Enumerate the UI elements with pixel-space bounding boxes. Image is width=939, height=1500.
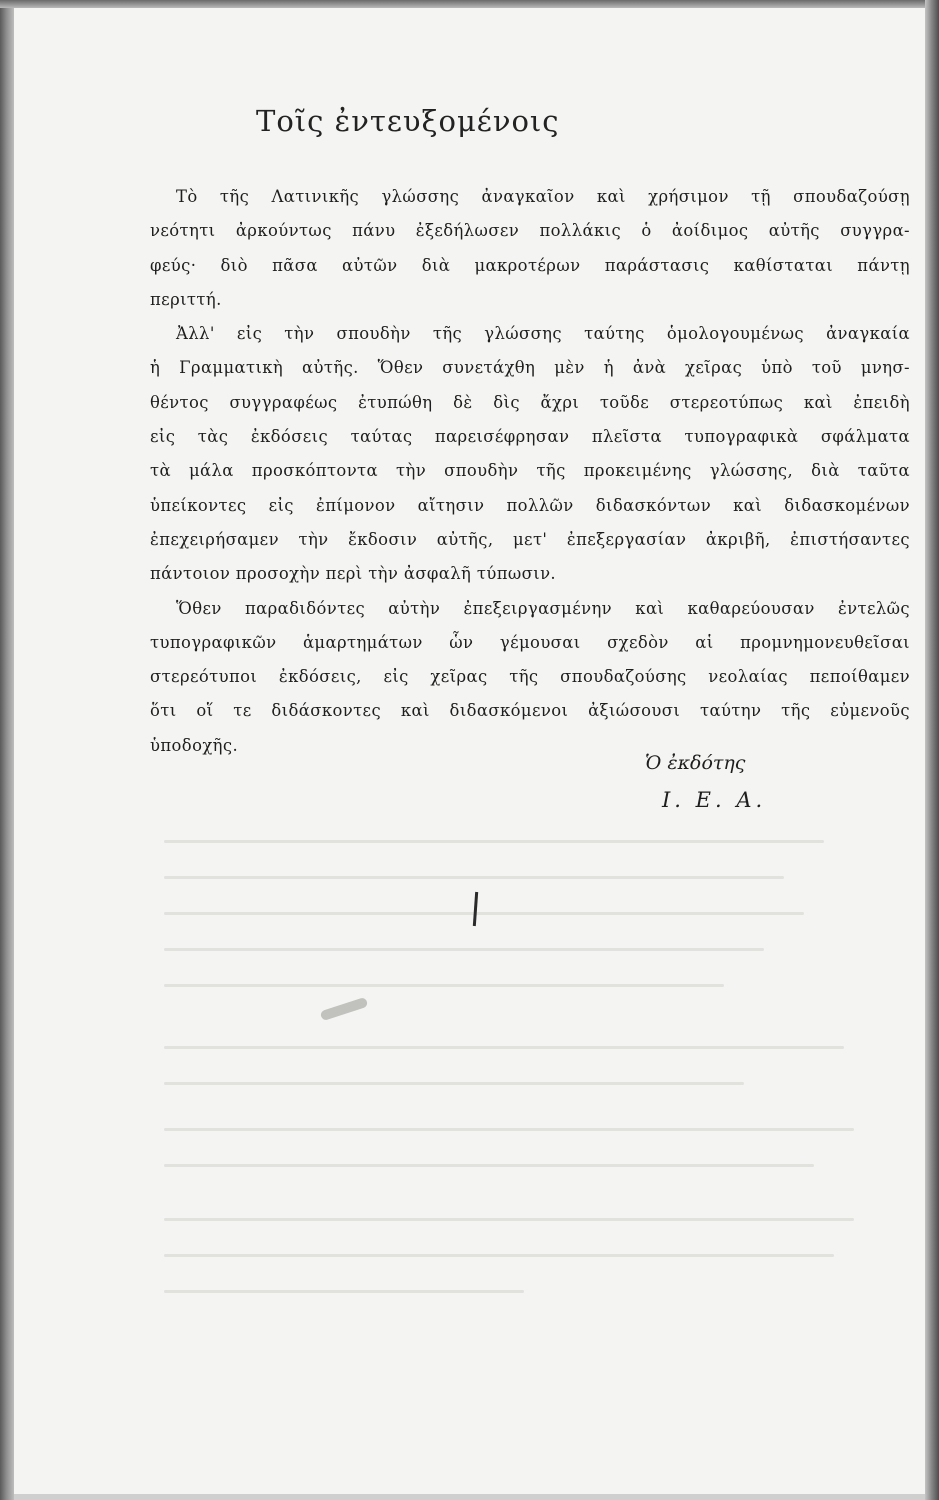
signature-initials: Ι. Ε. Α. <box>662 788 767 812</box>
bleed-through-line <box>164 1254 834 1257</box>
text-line: Τὸ τῆς Λατινικῆς γλώσσης ἀναγκαῖον καὶ χρήσιμον τῇ σπουδαζούσῃ <box>176 187 910 206</box>
text-line: ὑπείκοντες εἰς ἐπίμονον αἴτησιν πολλῶν διδασκόντων καὶ διδασκομένων <box>150 495 910 515</box>
body-text <box>150 180 910 763</box>
text-line: πάντοιον προσοχὴν περὶ τὴν ἀσφαλῆ τύπωσιν. <box>150 564 557 584</box>
pencil-mark <box>473 892 478 926</box>
paragraph-3 <box>150 592 910 763</box>
text-line: τὰ μάλα προσκόπτοντα τὴν σπουδὴν τῆς προκειμένης γλώσσης, διὰ ταῦτα <box>150 461 910 481</box>
signature-role: Ὁ ἐκδότης <box>645 752 746 774</box>
page-edge-top <box>0 0 939 8</box>
text-line: εἰς τὰς ἐκδόσεις ταύτας παρεισέφρησαν πλεῖστα τυπογραφικὰ σφάλματα <box>150 427 910 447</box>
bleed-through-line <box>164 1082 744 1085</box>
text-line: ἐπεχειρήσαμεν τὴν ἔκδοσιν αὐτῆς, μετ' ἐπεξεργασίαν ἀκριβῆ, ἐπιστήσαντες <box>150 529 910 549</box>
text-line: ὑποδοχῆς. <box>150 735 239 755</box>
bleed-through-line <box>164 1218 854 1221</box>
text-line: ὅτι οἵ τε διδάσκοντες καὶ διδασκόμενοι ἀξιώσουσι ταύτην τῆς εὐμενοῦς <box>150 701 910 721</box>
bleed-through-line <box>164 1290 524 1293</box>
paragraph-2 <box>150 317 910 591</box>
page-edge-right <box>925 0 939 1500</box>
text-line: στερεότυποι ἐκδόσεις, εἰς χεῖρας τῆς σπουδαζούσης νεολαίας πεποίθαμεν <box>150 667 910 687</box>
text-line: περιττή. <box>150 289 222 309</box>
bleed-through-line <box>164 1128 854 1131</box>
bleed-through-line <box>164 984 724 987</box>
ink-smudge <box>320 997 369 1021</box>
text-line: τυπογραφικῶν ἁμαρτημάτων ὧν γέμουσαι σχεδὸν αἱ προμνημονευθεῖσαι <box>150 632 910 652</box>
text-line: φεύς· διὸ πᾶσα αὐτῶν διὰ μακροτέρων παράστασις καθίσταται πάντῃ <box>150 255 910 275</box>
page-heading: Τοῖς ἐντευξομένοις <box>256 104 560 138</box>
text-line: ἡ Γραμματικὴ αὐτῆς. Ὅθεν συνετάχθη μὲν ἡ ἀνὰ χεῖρας ὑπὸ τοῦ μνησ- <box>150 358 910 378</box>
bleed-through-line <box>164 1046 844 1049</box>
text-line: Ἀλλ' εἰς τὴν σπουδὴν τῆς γλώσσης ταύτης ὁμολογουμένως ἀναγκαία <box>176 324 910 344</box>
bleed-through-line <box>164 948 764 951</box>
paragraph-1 <box>150 180 910 317</box>
text-line: θέντος συγγραφέως ἐτυπώθη δὲ δὶς ἄχρι τοῦδε στερεοτύπως καὶ ἐπειδὴ <box>150 392 910 412</box>
bleed-through-line <box>164 840 824 843</box>
bleed-through-line <box>164 912 804 915</box>
bleed-through-line <box>164 1164 814 1167</box>
bleed-through-line <box>164 876 784 879</box>
page-edge-left <box>0 0 14 1500</box>
text-line: Ὅθεν παραδιδόντες αὐτὴν ἐπεξειργασμένην καὶ καθαρεύουσαν ἐντελῶς <box>176 598 910 618</box>
text-line: νεότητι ἀρκούντως πάνυ ἐξεδήλωσεν πολλάκις ὁ ἀοίδιμος αὐτῆς συγγρα- <box>150 221 910 241</box>
